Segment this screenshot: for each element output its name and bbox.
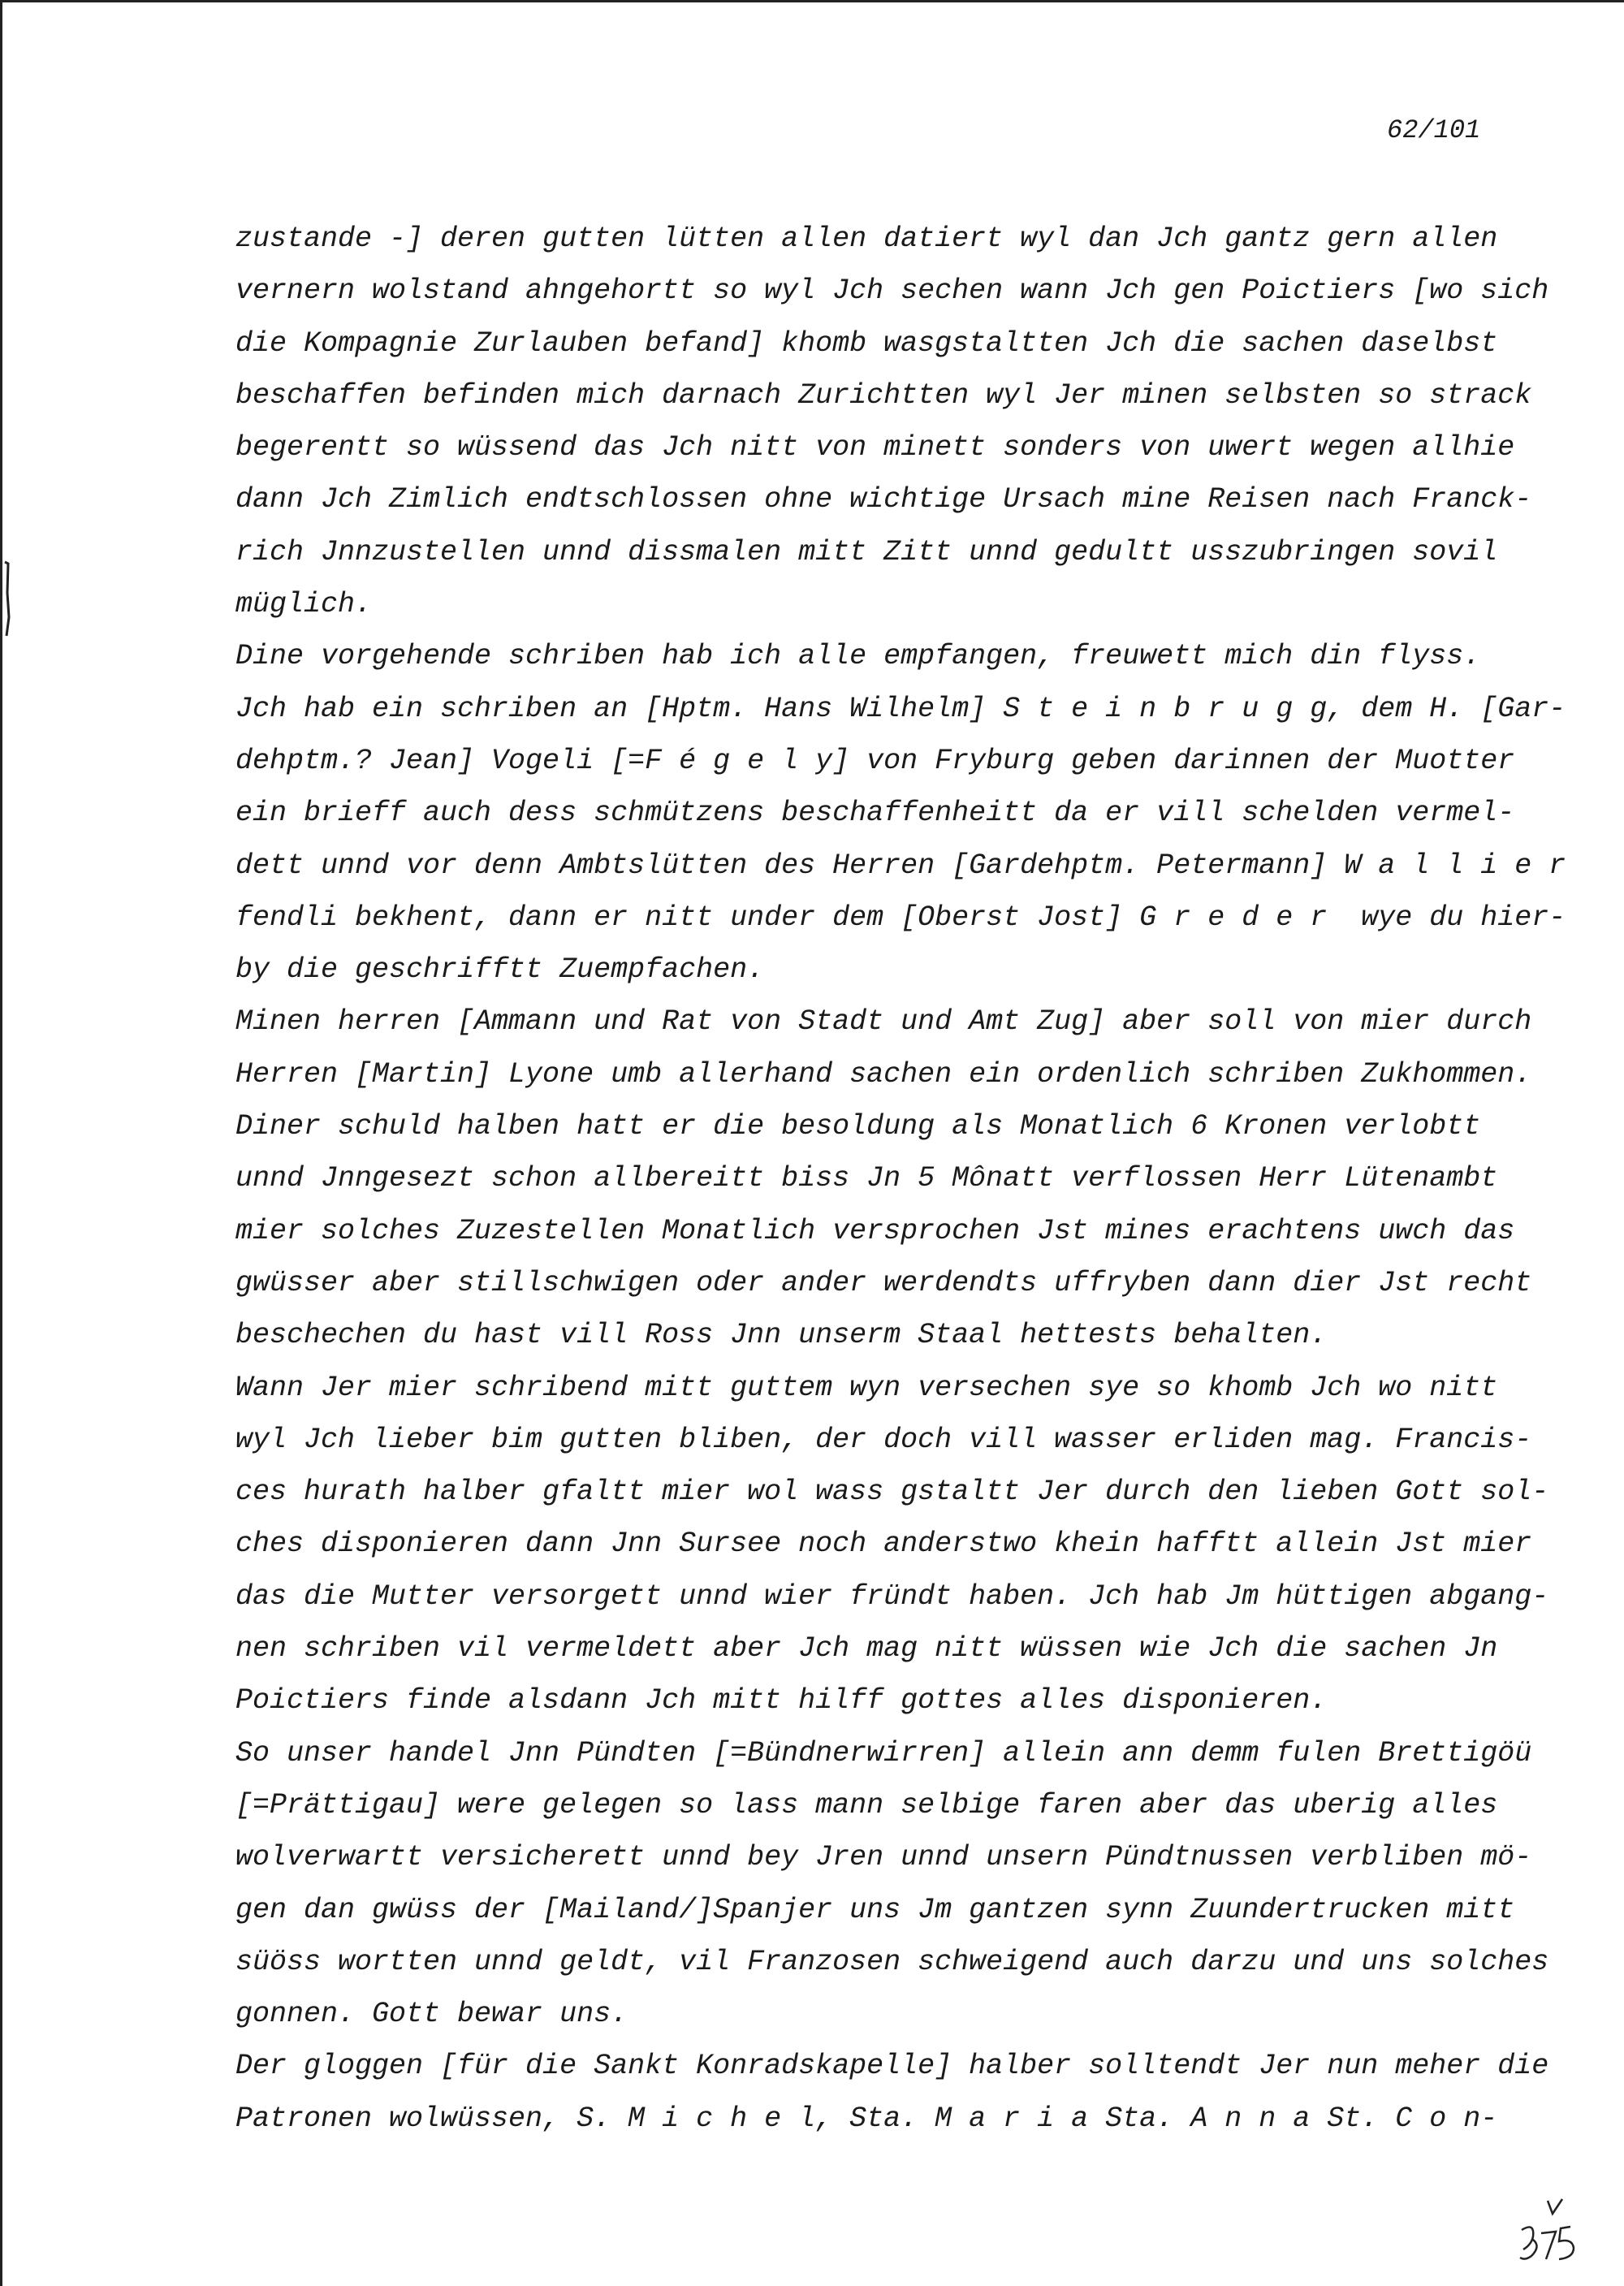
text-line-16: Minen herren [Ammann und Rat von Stadt und Amt Zug] aber soll von mier durch [235,1005,1532,1039]
text-line-21: gwüsser aber stillschwigen oder ander werdendts uffryben dann dier Jst recht [235,1266,1532,1299]
text-line-36: Der gloggen [für die Sankt Konradskapelle] halber solltendt Jer nun meher die [235,2050,1549,2083]
text-line-30: So unser handel Jnn Pündten [=Bündnerwirren] allein ann demm fulen Brettigöü [235,1736,1532,1770]
text-line-34: süöss wortten unnd geldt, vil Franzosen schweigend auch darzu und uns solches [235,1945,1549,1978]
text-line-25: ces hurath halber gfaltt mier wol wass gstaltt Jer durch den lieben Gott sol- [235,1476,1549,1509]
text-line-12: ein brieff auch dess schmützens beschaffenheitt da er vill schelden vermel- [235,797,1515,830]
text-line-4: beschaffen befinden mich darnach Zurichtten wyl Jer minen selbsten so strack [235,378,1532,412]
text-line-15: by die geschrifftt Zuempfachen. [235,953,765,987]
text-line-1: zustande -] deren gutten lütten allen datiert wyl dan Jch gantz gern allen [235,223,1498,255]
archive-handwritten-number [1517,2197,1582,2271]
text-line-29: Poictiers finde alsdann Jch mitt hilff gottes alles disponieren. [235,1684,1328,1718]
text-line-17: Herren [Martin] Lyone umb allerhand sachen ein ordenlich schriben Zukhommen. [235,1057,1532,1091]
text-line-27: das die Mutter versorgett unnd wier fründt haben. Jch hab Jm hüttigen abgang- [235,1579,1549,1613]
text-line-23: Wann Jer mier schribend mitt guttem wyn versechen sye so khomb Jch wo nitt [235,1371,1498,1404]
text-line-10: Jch hab ein schriben an [Hptm. Hans Wilhelm] S t e i n b r u g g, dem H. [Gar- [235,692,1566,725]
margin-bracket-mark [3,560,11,637]
text-line-2: vernern wolstand ahngehortt so wyl Jch sechen wann Jch gen Poictiers [wo sich [235,274,1549,308]
text-line-11: dehptm.? Jean] Vogeli [=F é g e l y] von Fryburg geben darinnen der Muotter [235,744,1515,777]
text-line-24: wyl Jch lieber bim gutten bliben, der doch vill wasser erliden mag. Francis- [235,1423,1532,1456]
text-line-33: gen dan gwüss der [Mailand/]Spanjer uns Jm gantzen synn Zuundertrucken mitt [235,1893,1515,1926]
scan-border-top [0,0,1624,2]
text-line-5: begerentt so wüssend das Jch nitt von minett sonders von uwert wegen allhie [235,431,1515,465]
text-line-14: fendli bekhent, dann er nitt under dem [Oberst Jost] G r e d e r wye du hier- [235,901,1566,934]
text-line-28: nen schriben vil vermeldett aber Jch mag nitt wüssen wie Jch die sachen Jn [235,1632,1498,1666]
text-line-7: rich Jnnzustellen unnd dissmalen mitt Zitt unnd gedultt usszubringen sovil [235,535,1498,568]
text-line-8: müglich. [235,588,373,621]
text-line-19: unnd Jnngesezt schon allbereitt biss Jn 5 Mônatt verflossen Herr Lütenambt [235,1162,1498,1195]
text-line-18: Diner schuld halben hatt er die besoldung als Monatlich 6 Kronen verlobtt [235,1110,1481,1143]
text-line-13: dett unnd vor denn Ambtslütten des Herren [Gardehptm. Petermann] W a l l i e r [235,849,1566,882]
text-line-32: wolverwartt versicherett unnd bey Jren unnd unsern Pündtnussen verbliben mö- [235,1841,1532,1874]
text-line-31: [=Prättigau] were gelegen so lass mann selbige faren aber das uberig alles [235,1788,1498,1821]
text-line-6: dann Jch Zimlich endtschlossen ohne wichtige Ursach mine Reisen nach Franck- [235,483,1532,516]
text-line-26: ches disponieren dann Jnn Sursee noch anderstwo khein hafftt allein Jst mier [235,1528,1532,1561]
page-number: 62/101 [1387,115,1481,145]
text-line-37: Patronen wolwüssen, S. M i c h e l, Sta. M a r i a Sta. A n n a St. C o n- [235,2102,1498,2135]
text-line-35: gonnen. Gott bewar uns. [235,1998,628,2031]
text-line-9: Dine vorgehende schriben hab ich alle empfangen, freuwett mich din flyss. [235,640,1481,673]
text-line-20: mier solches Zuzestellen Monatlich versprochen Jst mines erachtens uwch das [235,1214,1515,1247]
text-line-22: beschechen du hast vill Ross Jnn unserm Staal hettests behalten. [235,1319,1328,1352]
text-line-3: die Kompagnie Zurlauben befand] khomb wasgstaltten Jch die sachen daselbst [235,326,1498,360]
scan-border-left [0,0,2,2286]
typewritten-transcription [235,213,1566,2145]
